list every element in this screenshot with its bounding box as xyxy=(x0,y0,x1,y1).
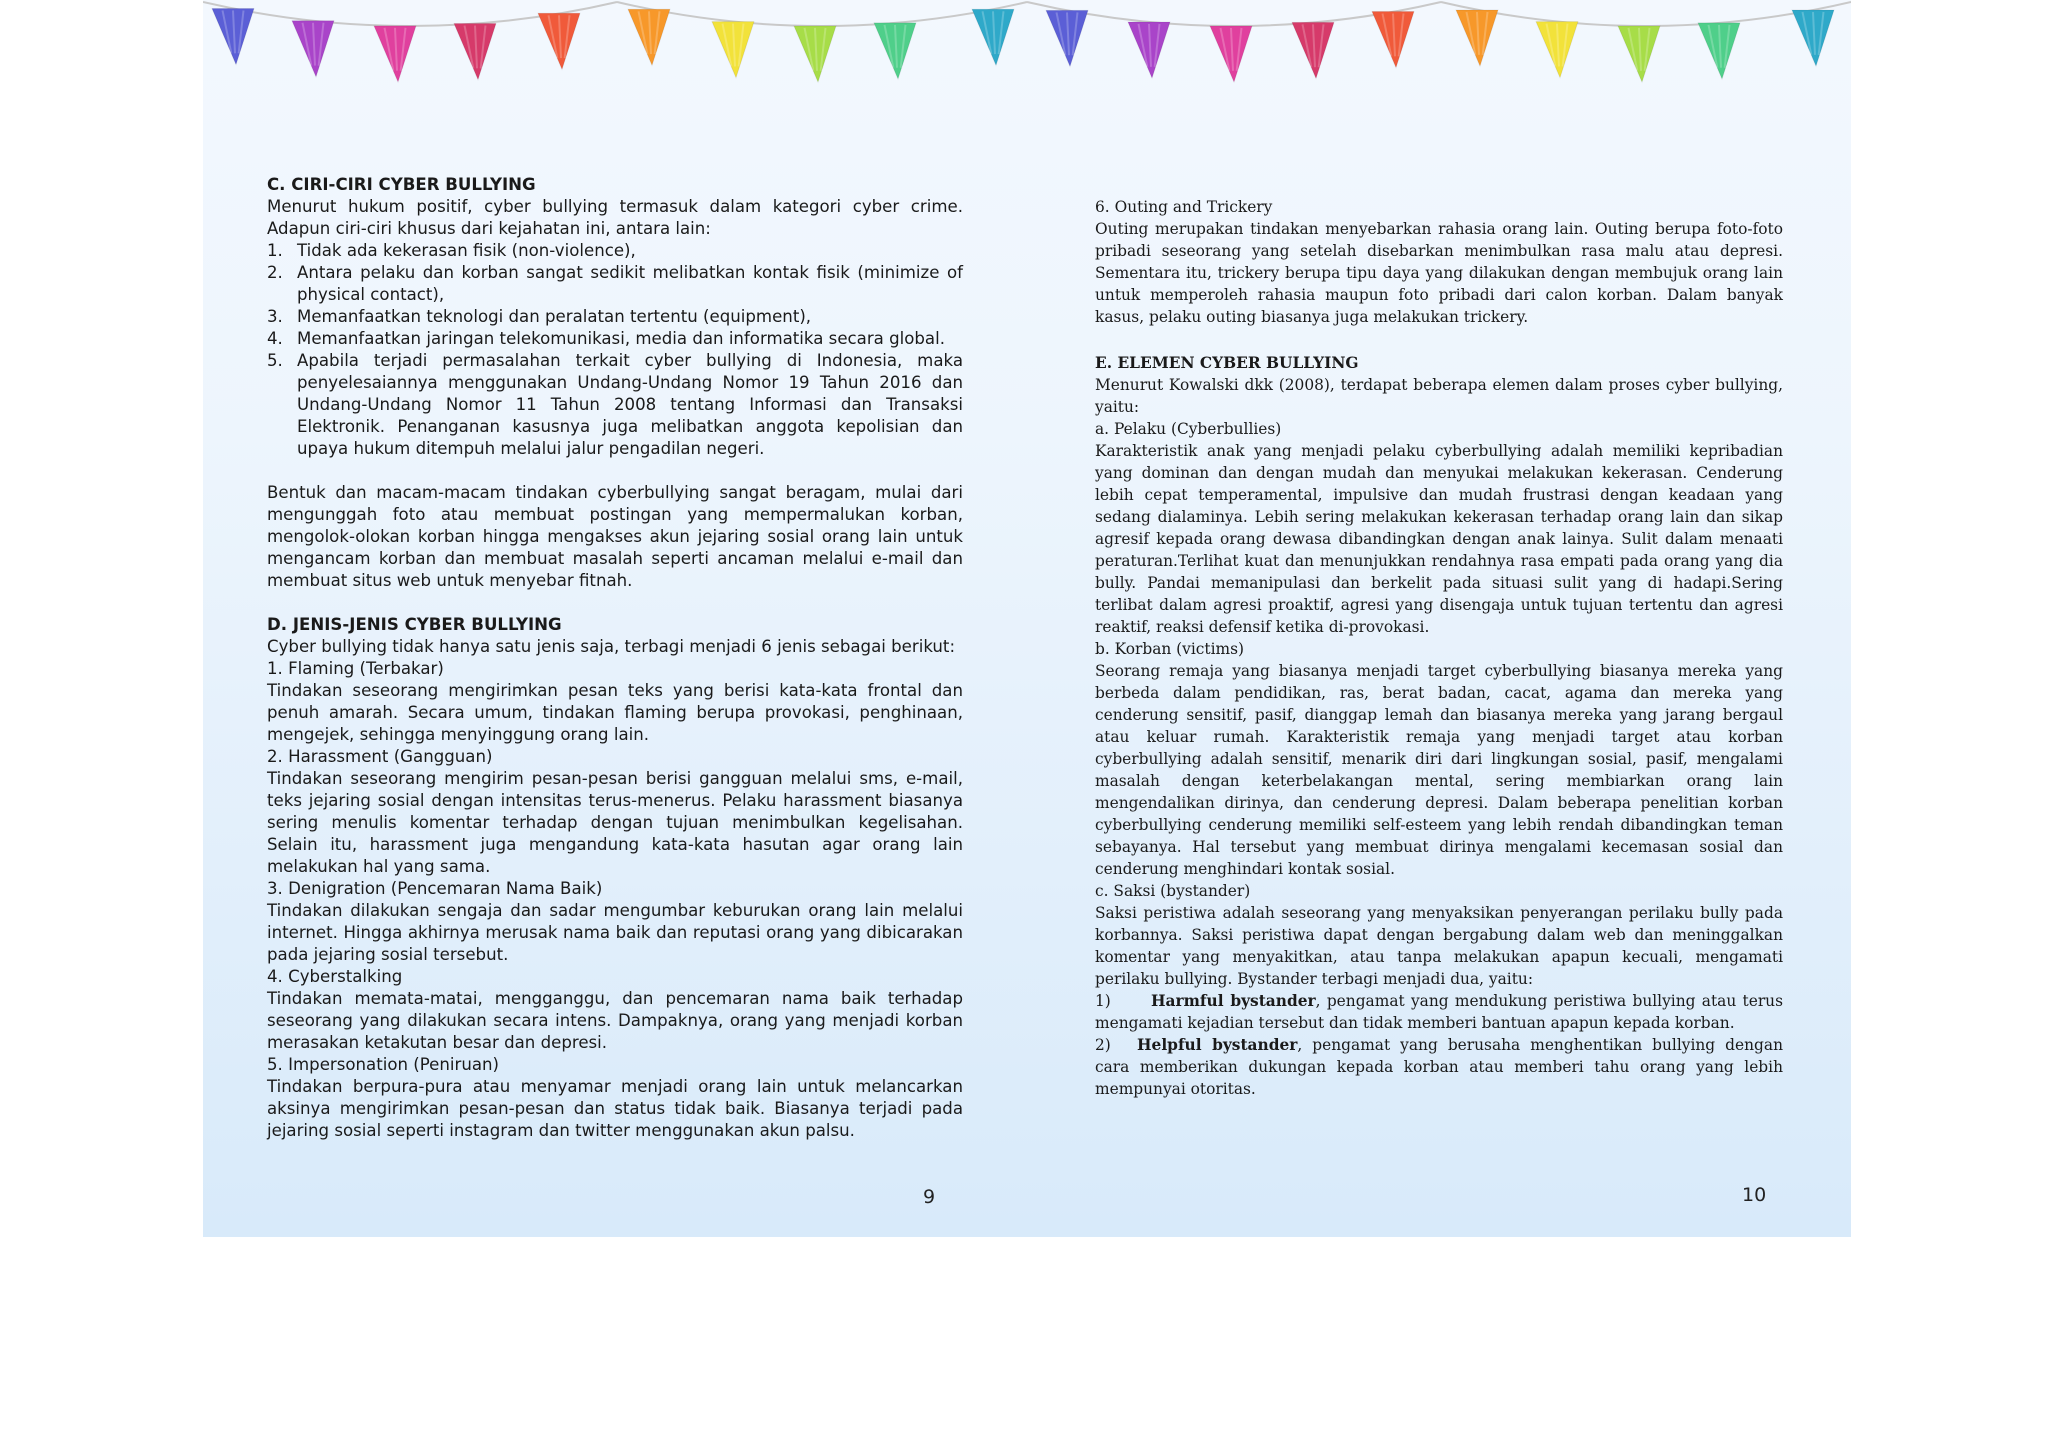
d-type-title: 3. Denigration (Pencemaran Nama Baik) xyxy=(267,879,603,898)
c-list-number: 4. xyxy=(267,329,283,348)
e-a-text: Karakteristik anak yang menjadi pelaku cyberbullying adalah memiliki kepribadian yang dominan dan dengan mudah dan menyukai melakukan kekerasan. Cenderung lebih cepat temperamental, impulsive dan mudah frustrasi dengan keadaan yang sedang dialaminya. Lebih sering melakukan kekerasan terhadap orang lain dan sikap agresif kepada orang dewasa dibandingkan dengan anak lainya. Sulit dalam menaati peraturan.Terlihat kuat dan menunjukkan rendahnya rasa empati pada orang yang dia bully. Pandai memanipulasi dan berkelit pada situasi sulit yang di hadapi.Sering terlibat dalam agresi proaktif, agresi yang disengaja untuk tujuan tertentu dan agresi reaktif, reaksi defensif ketika di-provokasi. xyxy=(1095,442,1783,636)
bystander-number: 1) xyxy=(1095,992,1111,1010)
c-list-number: 2. xyxy=(267,263,283,282)
c-list-text: Memanfaatkan jaringan telekomunikasi, media dan informatika secara global. xyxy=(297,329,945,348)
c-list-text: Antara pelaku dan korban sangat sedikit melibatkan kontak fisik (minimize of physical contact), xyxy=(297,263,963,304)
bunting-decoration xyxy=(203,0,1851,110)
c-list-item xyxy=(267,240,963,262)
d-intro: Cyber bullying tidak hanya satu jenis saja, terbagi menjadi 6 jenis sebagai berikut: xyxy=(267,637,956,656)
bystander-term: Harmful bystander xyxy=(1151,992,1316,1010)
page-right xyxy=(1095,196,1783,1100)
c-list-item xyxy=(267,306,963,328)
bystander-term: Helpful bystander xyxy=(1137,1036,1298,1054)
bystander-item xyxy=(1095,990,1783,1034)
c-list-item xyxy=(267,262,963,306)
c-list-item xyxy=(267,328,963,350)
bystander-text: , pengamat yang mendukung peristiwa bullying atau terus mengamati kejadian tersebut dan tidak memberi bantuan apapun kepada korban. xyxy=(1095,992,1783,1032)
heading-d: D. JENIS-JENIS CYBER BULLYING xyxy=(267,615,562,634)
c-list-number: 1. xyxy=(267,241,283,260)
e-a-title: a. Pelaku (Cyberbullies) xyxy=(1095,420,1282,438)
page-number-right: 10 xyxy=(1742,1184,1767,1206)
c-list-text: Memanfaatkan teknologi dan peralatan tertentu (equipment), xyxy=(297,307,812,326)
heading-c: C. CIRI-CIRI CYBER BULLYING xyxy=(267,175,536,194)
c-list-number: 5. xyxy=(267,351,283,370)
d-type-title: 1. Flaming (Terbakar) xyxy=(267,659,444,678)
e-b-title: b. Korban (victims) xyxy=(1095,640,1245,658)
e-c-title: c. Saksi (bystander) xyxy=(1095,882,1251,900)
e-b-text: Seorang remaja yang biasanya menjadi target cyberbullying biasanya mereka yang berbeda dalam pendidikan, ras, berat badan, cacat, agama dan mereka yang cenderung sensitif, pasif, dianggap lemah dan biasanya mereka yang jarang bergaul atau keluar rumah. Karakteristik remaja yang menjadi target atau korban cyberbullying adalah sensitif, menarik diri dari lingkungan sosial, pasif, mengalami masalah dengan keterbelakangan mental, sering membiarkan orang lain mengendalikan dirinya, dan cenderung depresi. Dalam beberapa penelitian korban cyberbullying cenderung memiliki self-esteem yang lebih rendah dibandingkan teman sebayanya. Hal tersebut yang membuat dirinya mengalami kecemasan sosial dan cenderung menghindari kontak sosial. xyxy=(1095,662,1783,878)
bunting-string xyxy=(1441,2,1851,26)
c-list-text: Tidak ada kekerasan fisik (non-violence), xyxy=(297,241,636,260)
bunting-string xyxy=(617,2,1027,26)
bystander-number: 2) xyxy=(1095,1036,1111,1054)
c-list-text: Apabila terjadi permasalahan terkait cyber bullying di Indonesia, maka penyelesaiannya menggunakan Undang-Undang Nomor 19 Tahun 2016 dan Undang-Undang Nomor 11 Tahun 2008 tentang Informasi dan Transaksi Elektronik. Penanganan kasusnya juga melibatkan anggota kepolisian dan upaya hukum ditempuh melalui jalur pengadilan negeri. xyxy=(297,351,963,458)
heading-e: E. ELEMEN CYBER BULLYING xyxy=(1095,354,1359,372)
c-list xyxy=(267,240,963,460)
outing-title: 6. Outing and Trickery xyxy=(1095,198,1273,216)
c-list-item xyxy=(267,350,963,460)
page-left xyxy=(267,174,963,1142)
d-type-text: Tindakan berpura-pura atau menyamar menjadi orang lain untuk melancarkan aksinya mengirimkan pesan-pesan dan status tidak baik. Biasanya terjadi pada jejaring sosial seperti instagram dan twitter menggunakan akun palsu. xyxy=(267,1077,963,1140)
d-list xyxy=(267,658,963,1142)
bystander-text: , pengamat yang berusaha menghentikan bullying dengan cara memberikan dukungan kepada korban atau memberi tahu orang yang lebih mempunyai otoritas. xyxy=(1095,1036,1783,1098)
e-intro: Menurut Kowalski dkk (2008), terdapat beberapa elemen dalam proses cyber bullying, yaitu: xyxy=(1095,376,1783,416)
d-type-text: Tindakan seseorang mengirimkan pesan teks yang berisi kata-kata frontal dan penuh amarah. Secara umum, tindakan flaming berupa provokasi, penghinaan, mengejek, sehingga menyinggung orang lain. xyxy=(267,681,963,744)
d-type-title: 2. Harassment (Gangguan) xyxy=(267,747,493,766)
e-c-text: Saksi peristiwa adalah seseorang yang menyaksikan penyerangan perilaku bully pada korbannya. Saksi peristiwa dapat dengan bergabung dalam web dan meninggalkan komentar yang menyakitkan, atau tanpa melakukan apapun kecuali, mengamati perilaku bullying. Bystander terbagi menjadi dua, yaitu: xyxy=(1095,904,1783,988)
outing-text: Outing merupakan tindakan menyebarkan rahasia orang lain. Outing berupa foto-foto pribadi seseorang yang setelah disebarkan menimbulkan rasa malu atau depresi. Sementara itu, trickery berupa tipu daya yang dilakukan dengan membujuk orang lain untuk memperoleh rahasia maupun foto pribadi dari calon korban. Dalam banyak kasus, pelaku outing biasanya juga melakukan trickery. xyxy=(1095,220,1783,326)
bystander-item xyxy=(1095,1034,1783,1100)
bystander-list xyxy=(1095,990,1783,1100)
page-number-left: 9 xyxy=(923,1186,936,1208)
d-type-title: 5. Impersonation (Peniruan) xyxy=(267,1055,499,1074)
d-type-text: Tindakan memata-matai, mengganggu, dan pencemaran nama baik terhadap seseorang yang dilakukan secara intens. Dampaknya, orang yang menjadi korban merasakan ketakutan besar dan depresi. xyxy=(267,989,963,1052)
c-list-number: 3. xyxy=(267,307,283,326)
c-intro: Menurut hukum positif, cyber bullying termasuk dalam kategori cyber crime. Adapun ciri-ciri khusus dari kejahatan ini, antara lain: xyxy=(267,197,963,238)
c-paragraph-2: Bentuk dan macam-macam tindakan cyberbullying sangat beragam, mulai dari mengunggah foto atau membuat postingan yang mempermalukan korban, mengolok-olokan korban hingga mengakses akun jejaring sosial orang lain untuk mengancam korban dan membuat masalah seperti ancaman melalui e-mail dan membuat situs web untuk menyebar fitnah. xyxy=(267,483,963,590)
d-type-title: 4. Cyberstalking xyxy=(267,967,403,986)
d-type-text: Tindakan seseorang mengirim pesan-pesan berisi gangguan melalui sms, e-mail, teks jejaring sosial dengan intensitas terus-menerus. Pelaku harassment biasanya sering menulis komentar terhadap dengan tujuan menimbulkan kegelisahan. Selain itu, harassment juga mengandung kata-kata hasutan agar orang lain melakukan hal yang sama. xyxy=(267,769,963,876)
d-type-text: Tindakan dilakukan sengaja dan sadar mengumbar keburukan orang lain melalui internet. Hingga akhirnya merusak nama baik dan reputasi orang yang dibicarakan pada jejaring sosial tersebut. xyxy=(267,901,963,964)
